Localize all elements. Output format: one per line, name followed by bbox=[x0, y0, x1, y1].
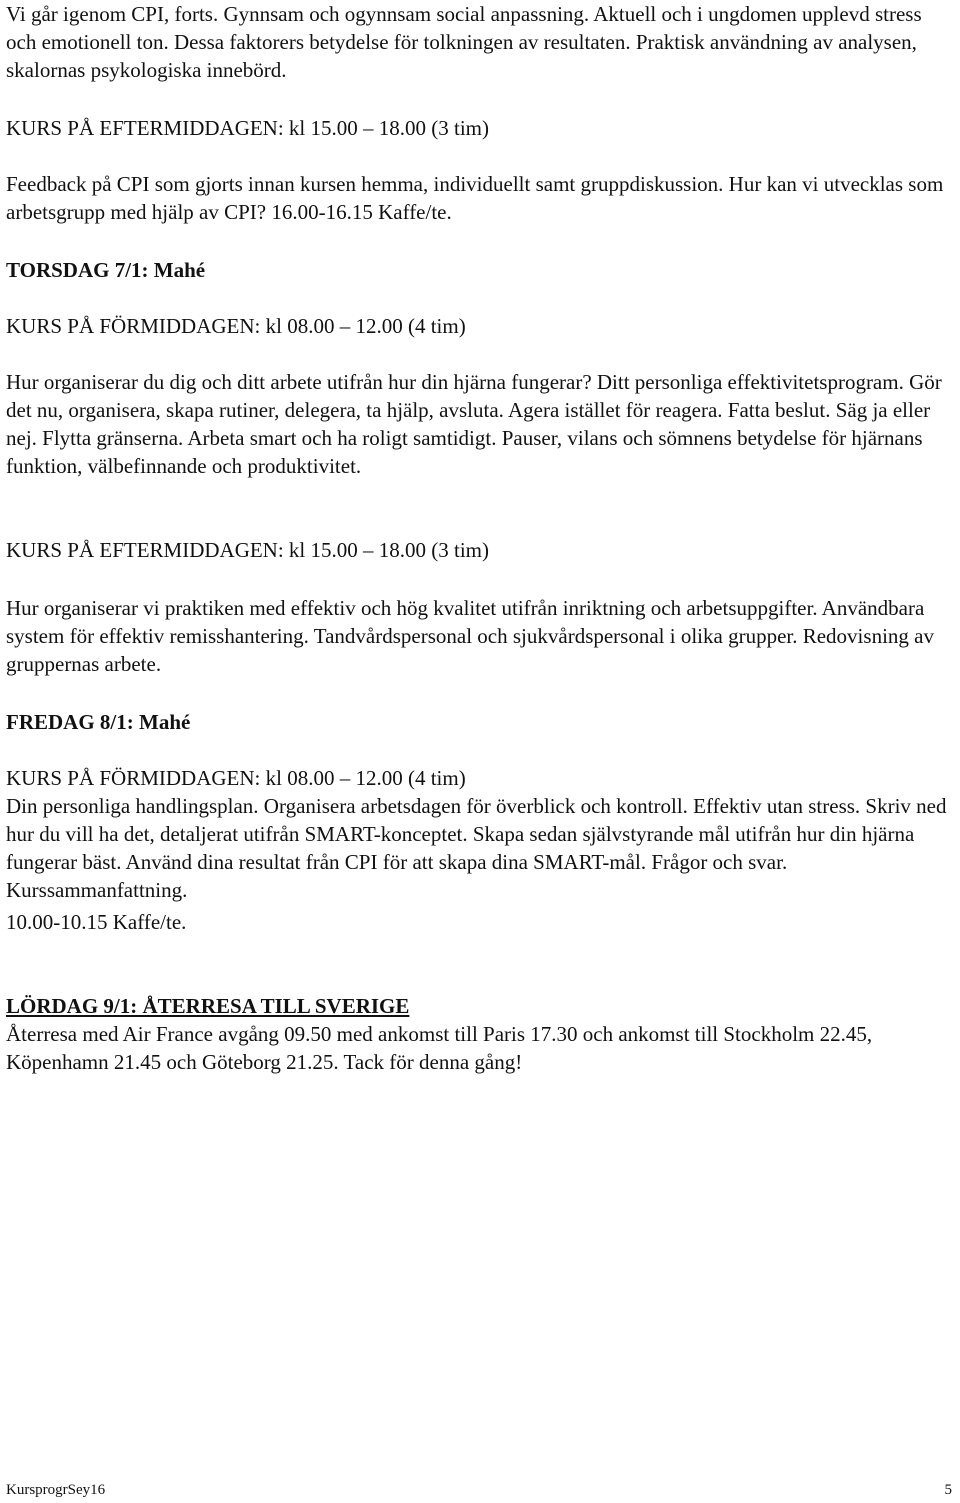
friday-morning-text: Din personliga handlingsplan. Organisera arbetsdagen för överblick och kontroll. Effektiv utan stress. Skriv ned hur du vill ha det, detaljerat utifrån SMART-konceptet. Skapa sedan självstyrande mål utifrån hur din hjärna fungerar bäst. Använd dina resultat från CPI för att skapa dina SMART-mål. Frågor och svar. Kurssammanfattning. bbox=[6, 794, 947, 902]
saturday-title: LÖRDAG 9/1: ÅTERRESA TILL SVERIGE bbox=[6, 994, 410, 1018]
thursday-afternoon-text: Hur organiserar vi praktiken med effektiv och hög kvalitet utifrån inriktning och arbetsuppgifter. Användbara system för effektiv remisshantering. Tandvårdspersonal och sjukvårdspersonal i olika grupper. Redovisning av gruppernas arbete. bbox=[6, 596, 934, 676]
thursday-morning-text: Hur organiserar du dig och ditt arbete utifrån hur din hjärna fungerar? Ditt personliga effektivitetsprogram. Gör det nu, organisera, skapa rutiner, delegera, ta hjälp, avsluta. Agera istället för reagera. Fatta beslut. Säg ja eller nej. Flytta gränserna. Arbeta smart och ha roligt samtidigt. Pauser, vilans och sömnens betydelse för hjärnans funktion, välbefinnande och produktivitet. bbox=[6, 370, 942, 478]
footer-document-id: KursprogrSey16 bbox=[6, 1482, 106, 1498]
intro-paragraph: Vi går igenom CPI, forts. Gynnsam och ogynnsam social anpassning. Aktuell och i ungdomen upplevd stress och emotionell ton. Dessa faktorers betydelse för tolkningen av resultaten. Praktisk användning av analysen, skalornas psykologiska innebörd. bbox=[6, 2, 922, 82]
saturday-text: Återresa med Air France avgång 09.50 med ankomst till Paris 17.30 och ankomst till Stockholm 22.45, Köpenhamn 21.45 och Göteborg 21.25. Tack för denna gång! bbox=[6, 1022, 873, 1074]
footer-page-number: 5 bbox=[944, 1482, 952, 1498]
thursday-title: TORSDAG 7/1: Mahé bbox=[6, 258, 206, 282]
thursday-morning-heading: KURS PÅ FÖRMIDDAGEN: kl 08.00 – 12.00 (4 tim) bbox=[6, 314, 466, 338]
friday-morning-heading: KURS PÅ FÖRMIDDAGEN: kl 08.00 – 12.00 (4 tim) bbox=[6, 766, 466, 790]
wednesday-afternoon-text: Feedback på CPI som gjorts innan kursen hemma, individuellt samt gruppdiskussion. Hur kan vi utvecklas som arbetsgrupp med hjälp av CPI? 16.00-16.15 Kaffe/te. bbox=[6, 172, 944, 224]
wednesday-afternoon-heading: KURS PÅ EFTERMIDDAGEN: kl 15.00 – 18.00 (3 tim) bbox=[6, 116, 490, 140]
thursday-afternoon-heading: KURS PÅ EFTERMIDDAGEN: kl 15.00 – 18.00 (3 tim) bbox=[6, 538, 490, 562]
friday-title: FREDAG 8/1: Mahé bbox=[6, 710, 191, 734]
friday-coffee-break: 10.00-10.15 Kaffe/te. bbox=[6, 910, 187, 934]
